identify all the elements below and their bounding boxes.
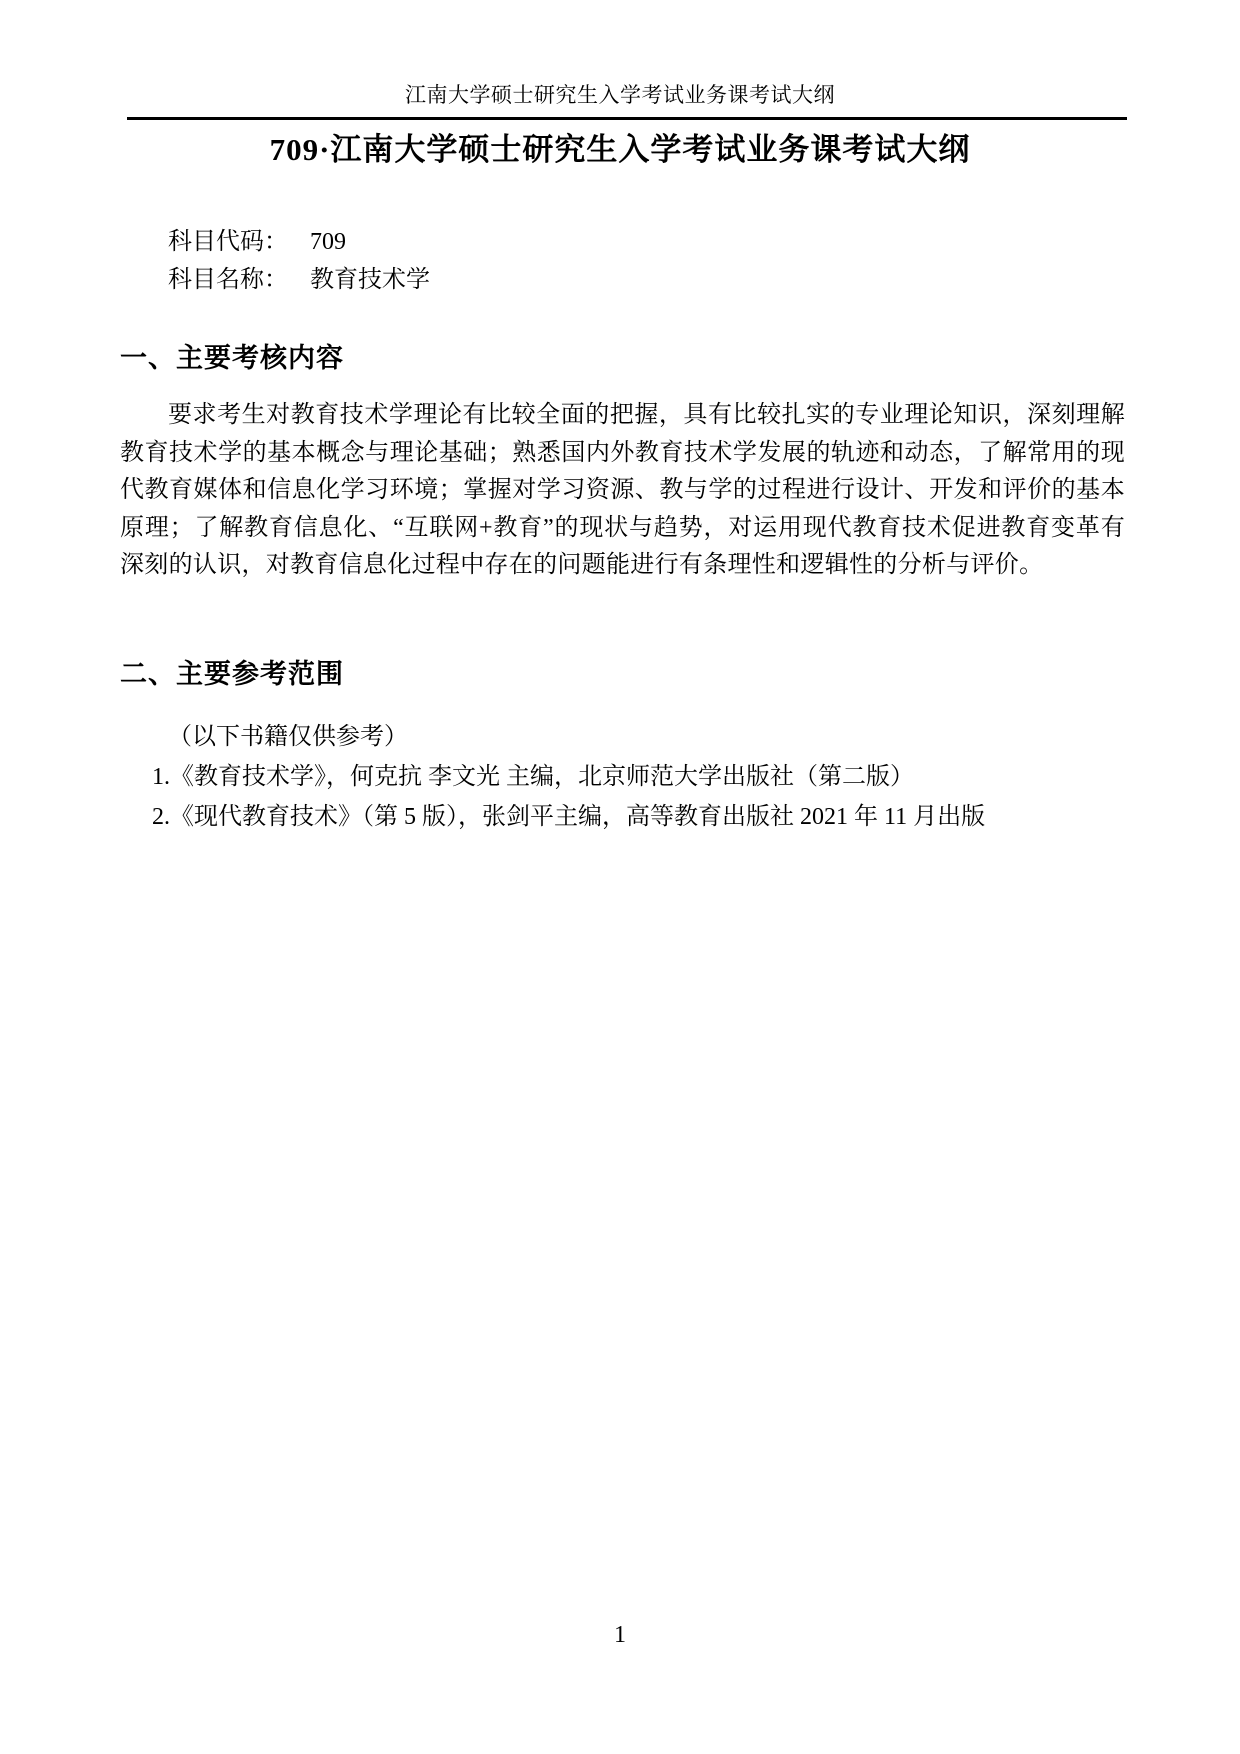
reference-item-1: 1.《教育技术学》，何克抗 李文光 主编，北京师范大学出版社（第二版）: [152, 763, 914, 790]
section-heading-reference-scope: 二、主要参考范围: [120, 658, 344, 689]
page-number: 1: [614, 1622, 626, 1648]
subject-code-label: 科目代码：: [168, 229, 288, 255]
subject-code-row: [168, 223, 1240, 261]
section-heading-assessment-content: 一、主要考核内容: [120, 343, 344, 373]
subject-name-row: [168, 261, 1240, 299]
reference-item-2: 2.《现代教育技术》（第 5 版），张剑平主编，高等教育出版社 2021 年 11 月出版: [152, 803, 986, 830]
running-header-text: 江南大学硕士研究生入学考试业务课考试大纲: [405, 83, 835, 107]
assessment-content-paragraph: 要求考生对教育技术学理论有比较全面的把握，具有比较扎实的专业理论知识，深刻理解教育技术学的基本概念与理论基础；熟悉国内外教育技术学发展的轨迹和动态，了解常用的现代教育媒体和信息化学习环境；掌握对学习资源、教与学的过程进行设计、开发和评价的基本原理；了解教育信息化、“互联网+教育”的现状与趋势，对运用现代教育技术促进教育变革有深刻的认识，对教育信息化过程中存在的问题能进行有条理性和逻辑性的分析与评价。: [120, 402, 1125, 578]
document-title: 709·江南大学硕士研究生入学考试业务课考试大纲: [269, 132, 971, 167]
reference-note: （以下书籍仅供参考）: [168, 723, 408, 750]
subject-name-value: 教育技术学: [310, 267, 430, 293]
subject-name-label: 科目名称：: [168, 267, 288, 293]
subject-meta: [168, 223, 1240, 299]
subject-code-value: 709: [310, 229, 346, 255]
header-divider: [127, 117, 1127, 120]
running-header: [0, 0, 1240, 120]
